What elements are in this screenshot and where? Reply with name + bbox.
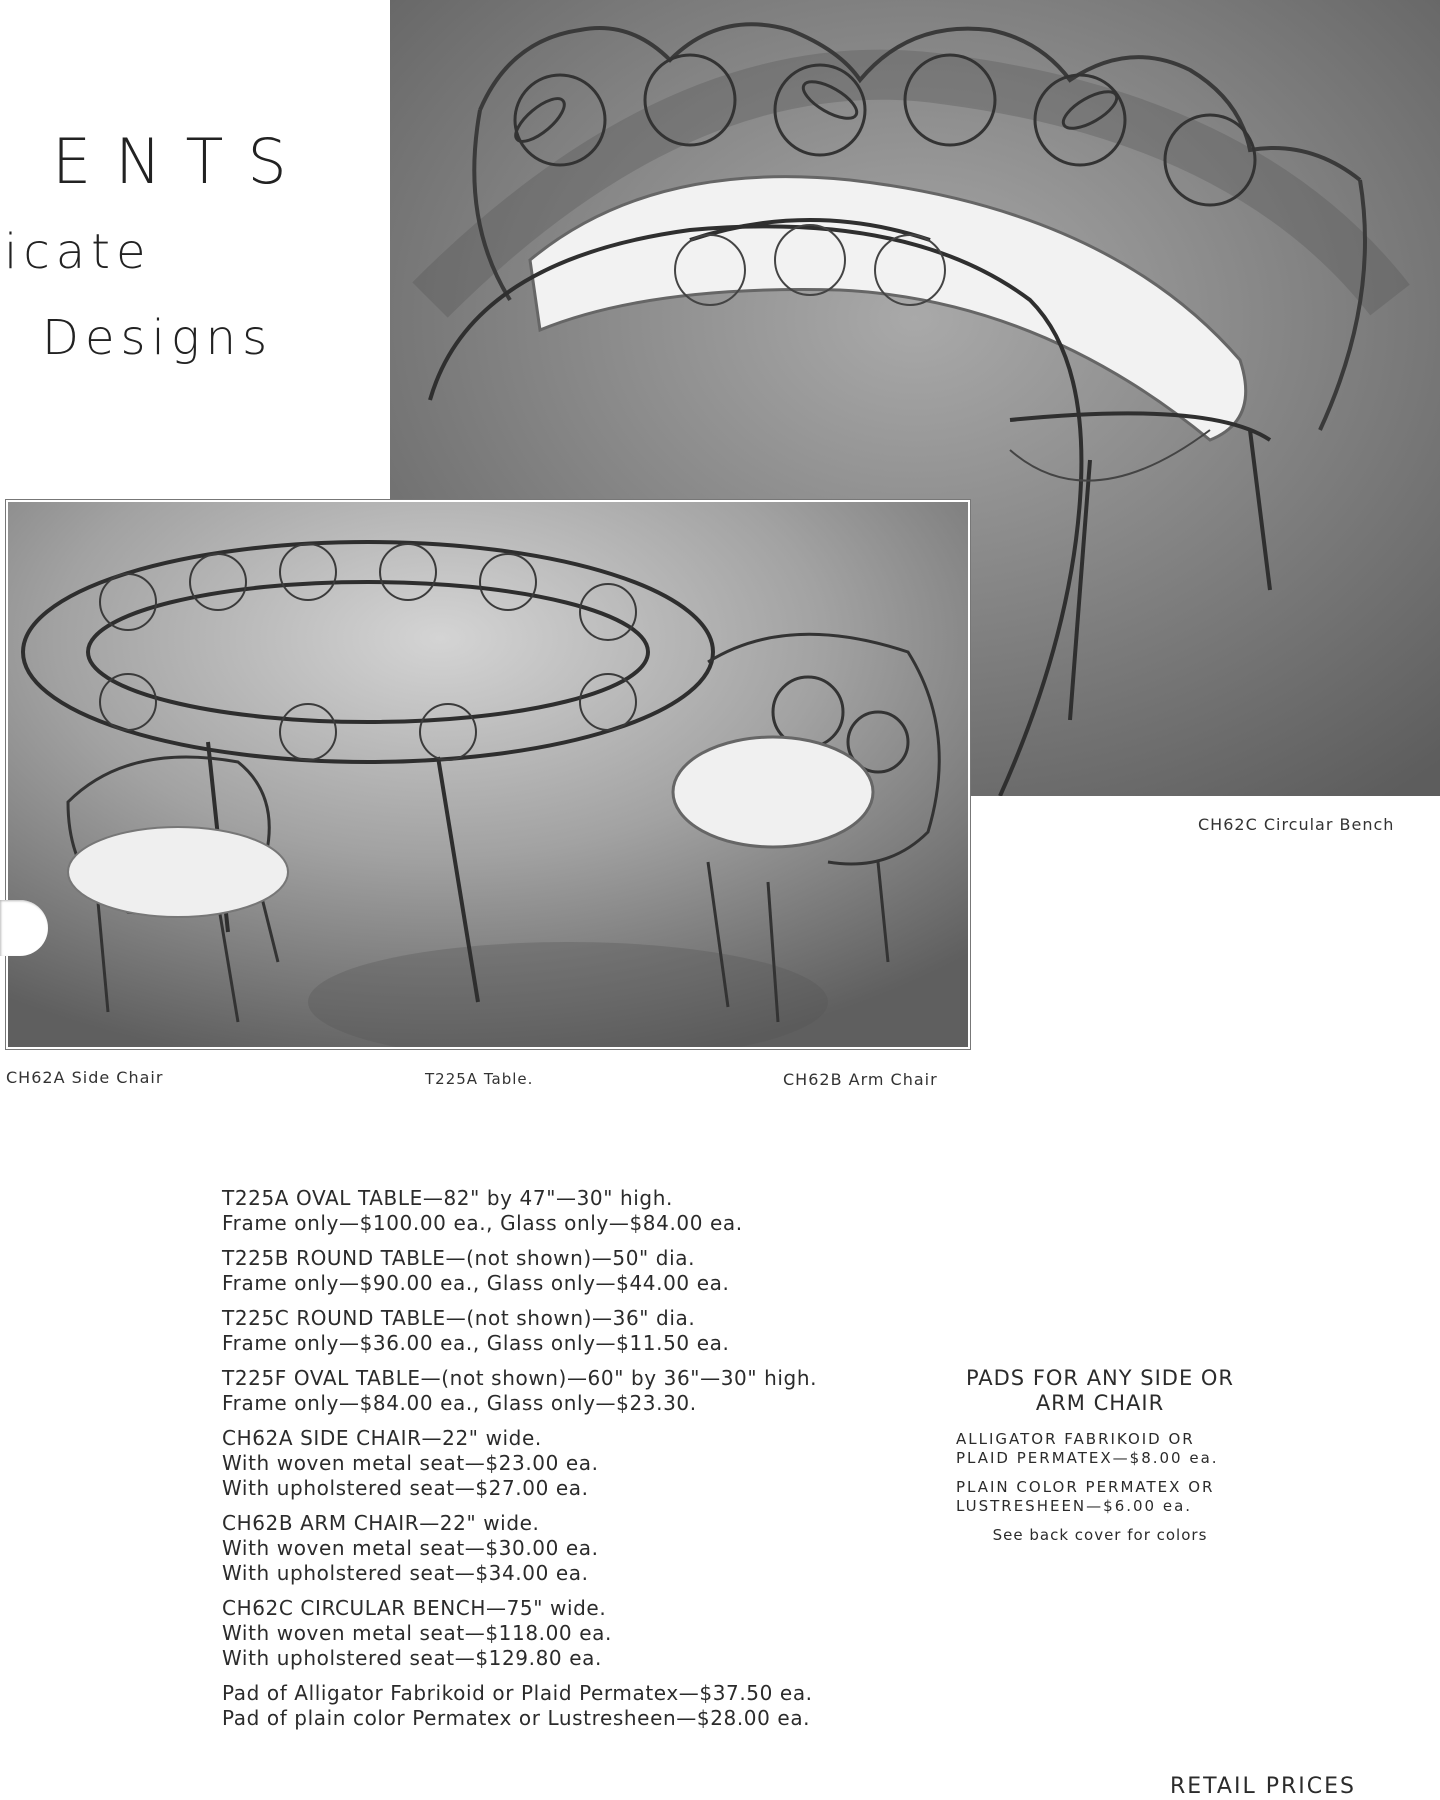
pads-title-line: ARM CHAIR xyxy=(1035,1391,1165,1415)
price-line: CH62B ARM CHAIR—22" wide. xyxy=(222,1511,540,1535)
price-line: With woven metal seat—$30.00 ea. xyxy=(222,1536,599,1560)
pads-title xyxy=(950,1366,1250,1416)
table-and-chairs-photo xyxy=(6,500,970,1049)
heading-line-3: Designs xyxy=(42,310,274,366)
pad-option-plain xyxy=(956,1478,1250,1516)
price-entry-ch62b xyxy=(222,1511,922,1586)
caption-table: T225A Table. xyxy=(425,1070,534,1088)
price-line: With upholstered seat—$129.80 ea. xyxy=(222,1646,602,1670)
pads-info xyxy=(950,1366,1250,1544)
pad-option-line: PLAID PERMATEX—$8.00 ea. xyxy=(956,1449,1219,1467)
price-entry-t225a xyxy=(222,1186,922,1236)
price-line: Pad of plain color Permatex or Lustresheen—$28.00 ea. xyxy=(222,1706,811,1730)
price-entry-t225b xyxy=(222,1246,922,1296)
price-line: Frame only—$90.00 ea., Glass only—$44.00 ea. xyxy=(222,1271,730,1295)
heading-line-1: ENTS xyxy=(52,125,311,198)
price-entry-pads xyxy=(222,1681,922,1731)
price-entry-t225f xyxy=(222,1366,922,1416)
price-line: Frame only—$36.00 ea., Glass only—$11.50 ea. xyxy=(222,1331,730,1355)
price-line: CH62A SIDE CHAIR—22" wide. xyxy=(222,1426,542,1450)
retail-prices-label: RETAIL PRICES xyxy=(1170,1774,1356,1799)
price-entry-t225c xyxy=(222,1306,922,1356)
pad-option-alligator xyxy=(956,1430,1250,1468)
price-line: Pad of Alligator Fabrikoid or Plaid Permatex—$37.50 ea. xyxy=(222,1681,813,1705)
pad-option-line: LUSTRESHEEN—$6.00 ea. xyxy=(956,1497,1193,1515)
price-line: Frame only—$84.00 ea., Glass only—$23.30. xyxy=(222,1391,697,1415)
price-line: With upholstered seat—$27.00 ea. xyxy=(222,1476,589,1500)
pads-title-line: PADS FOR ANY SIDE OR xyxy=(965,1366,1235,1390)
price-line: T225B ROUND TABLE—(not shown)—50" dia. xyxy=(222,1246,696,1270)
pad-option-line: PLAIN COLOR PERMATEX OR xyxy=(956,1478,1215,1496)
pad-option-line: ALLIGATOR FABRIKOID OR xyxy=(956,1430,1195,1448)
price-line: T225F OVAL TABLE—(not shown)—60" by 36"—30" high. xyxy=(222,1366,818,1390)
price-line: CH62C CIRCULAR BENCH—75" wide. xyxy=(222,1596,607,1620)
price-list xyxy=(222,1186,922,1741)
price-line: T225C ROUND TABLE—(not shown)—36" dia. xyxy=(222,1306,696,1330)
pads-note: See back cover for colors xyxy=(992,1526,1208,1544)
caption-circular-bench: CH62C Circular Bench xyxy=(1198,815,1395,834)
price-line: Frame only—$100.00 ea., Glass only—$84.00 ea. xyxy=(222,1211,743,1235)
heading-line-2: icate xyxy=(4,224,152,280)
caption-side-chair: CH62A Side Chair xyxy=(6,1068,164,1087)
price-entry-ch62a xyxy=(222,1426,922,1501)
price-entry-ch62c xyxy=(222,1596,922,1671)
price-line: With upholstered seat—$34.00 ea. xyxy=(222,1561,589,1585)
price-line: With woven metal seat—$118.00 ea. xyxy=(222,1621,612,1645)
price-line: With woven metal seat—$23.00 ea. xyxy=(222,1451,599,1475)
caption-arm-chair: CH62B Arm Chair xyxy=(783,1070,938,1089)
price-line: T225A OVAL TABLE—82" by 47"—30" high. xyxy=(222,1186,673,1210)
